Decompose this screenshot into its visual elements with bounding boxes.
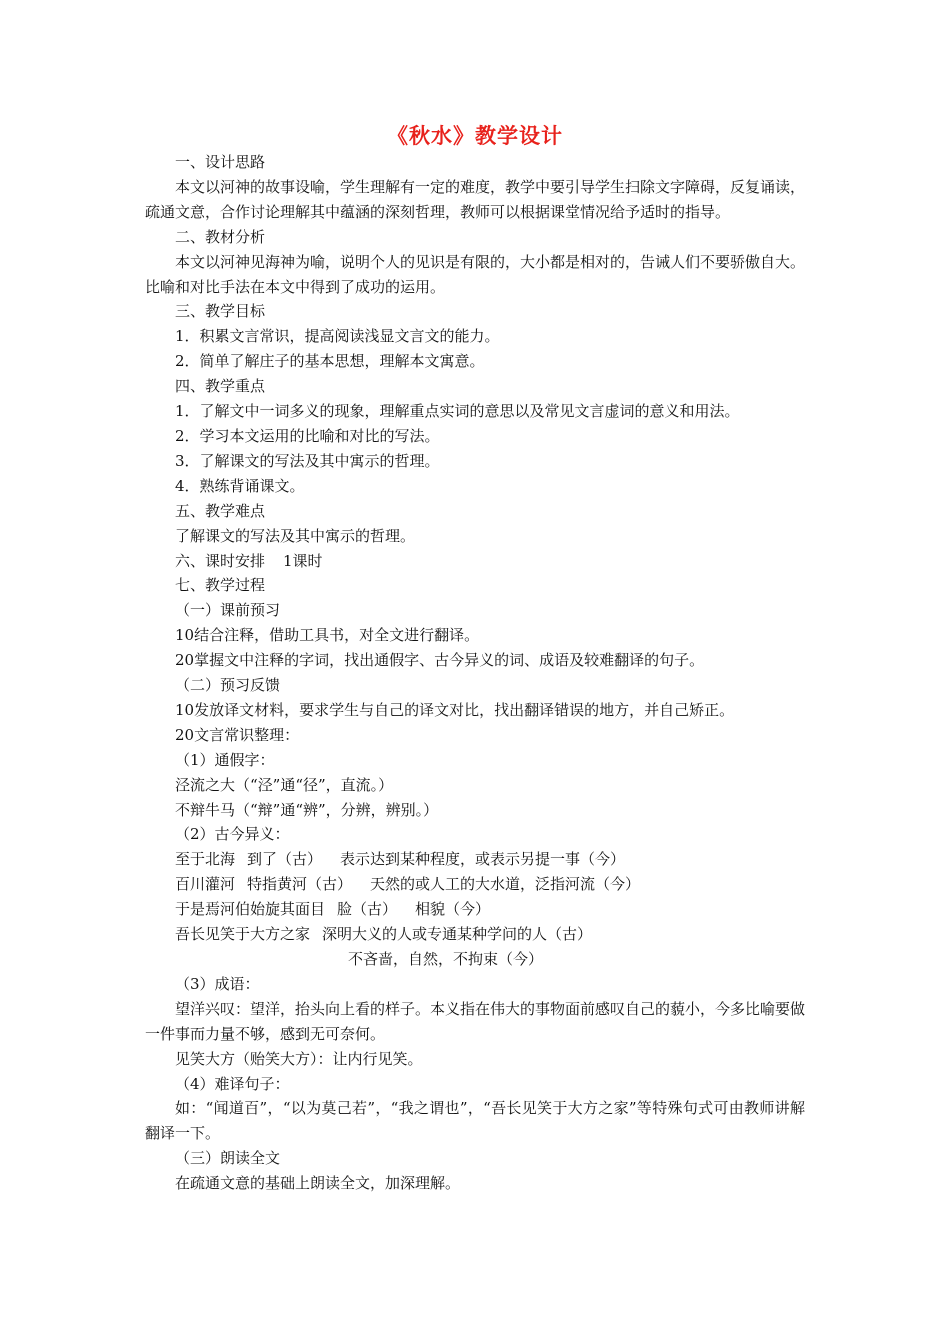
sub-heading: （3）成语： (175, 974, 260, 993)
list-item: 泾流之大（“泾”通“径”，直流。） (175, 775, 394, 794)
section-paragraph: 了解课文的写法及其中寓示的哲理。 (175, 526, 416, 545)
sub-heading: （1）通假字： (175, 750, 275, 769)
list-item: 3．了解课文的写法及其中寓示的哲理。 (175, 451, 440, 470)
gujin-modern: 相貌（今） (415, 900, 491, 919)
list-item: 10结合注释，借助工具书，对全文进行翻译。 (175, 626, 480, 645)
gujin-word: 吾长见笑于大方之家 (175, 925, 311, 944)
section-heading: 七、教学过程 (175, 576, 266, 595)
gujin-modern: 不吝啬，自然，不拘束（今） (348, 950, 544, 968)
sub-heading: （4）难译句子： (175, 1074, 290, 1093)
gujin-row (145, 897, 805, 922)
section-paragraph: 在疏通文意的基础上朗读全文，加深理解。 (175, 1174, 461, 1193)
list-item: 2．简单了解庄子的基本思想，理解本文寓意。 (175, 352, 485, 371)
section-paragraph: 如：“闻道百”，“以为莫己若”，“我之谓也”，“吾长见笑于大方之家”等特殊句式可由教师讲解翻译一下。 (145, 1099, 805, 1143)
document-title: 《秋水》教学设计 (387, 124, 563, 148)
section-heading: 一、设计思路 (175, 153, 266, 171)
gujin-word: 百川灌河 (175, 875, 236, 894)
sub-heading: （2）古今异义： (175, 825, 290, 844)
gujin-ancient: 特指黄河（古） (247, 875, 353, 894)
gujin-modern: 表示达到某种程度，或表示另提一事（今） (340, 850, 626, 869)
section-heading: 三、教学目标 (175, 302, 266, 321)
idiom-item: 见笑大方（贻笑大方）：让内行见笑。 (175, 1049, 423, 1068)
section-heading: 四、教学重点 (175, 377, 266, 396)
section-heading: 二、教材分析 (175, 227, 266, 246)
gujin-ancient: 深明大义的人或专通某种学问的人（古） (322, 925, 593, 944)
section-paragraph: 本文以河神见海神为喻，说明个人的见识是有限的，大小都是相对的，告诫人们不要骄傲自大。比喻和对比手法在本文中得到了成功的运用。 (145, 252, 806, 296)
list-item: 1．积累文言常识，提高阅读浅显文言文的能力。 (175, 327, 500, 346)
subsection-heading: （二）预习反馈 (175, 676, 281, 695)
gujin-word: 至于北海 (175, 850, 236, 869)
section-heading-with-value (145, 549, 805, 574)
section-heading: 五、教学难点 (175, 501, 266, 520)
gujin-word: 于是焉河伯始旋其面目 (175, 900, 326, 919)
gujin-modern: 天然的或人工的大水道，泛指河流（今） (370, 875, 641, 894)
gujin-ancient: 脸（古） (337, 900, 398, 919)
section-paragraph: 本文以河神的故事设喻，学生理解有一定的难度，教学中要引导学生扫除文字障碍，反复诵读，疏通文意，合作讨论理解其中蕴涵的深刻哲理，教师可以根据课堂情况给予适时的指导。 (145, 177, 806, 221)
gujin-row (145, 847, 805, 872)
lesson-hours: 1课时 (283, 551, 323, 570)
section-heading: 六、课时安排 (175, 551, 266, 570)
idiom-item: 望洋兴叹：望洋，抬头向上看的样子。本义指在伟大的事物面前感叹自己的藐小，今多比喻要做一件事而力量不够，感到无可奈何。 (145, 999, 806, 1043)
list-item: 1．了解文中一词多义的现象，理解重点实词的意思以及常见文言虚词的意义和用法。 (175, 402, 740, 421)
list-item: 2．学习本文运用的比喻和对比的写法。 (175, 426, 440, 445)
list-item: 10发放译文材料，要求学生与自己的译文对比，找出翻译错误的地方，并自己矫正。 (175, 700, 735, 719)
subsection-heading: （三）朗读全文 (175, 1149, 281, 1168)
gujin-row (145, 922, 805, 947)
gujin-row (145, 872, 805, 897)
document-body (145, 150, 805, 1196)
subsection-heading: （一）课前预习 (175, 601, 281, 620)
list-item: 20文言常识整理： (175, 725, 300, 744)
gujin-ancient: 到了（古） (247, 850, 323, 869)
list-item: 4．熟练背诵课文。 (175, 476, 305, 495)
list-item: 20掌握文中注释的字词，找出通假字、古今异义的词、成语及较难翻译的句子。 (175, 651, 705, 670)
list-item: 不辩牛马（“辩”通“辨”，分辨，辨别。） (175, 800, 439, 819)
